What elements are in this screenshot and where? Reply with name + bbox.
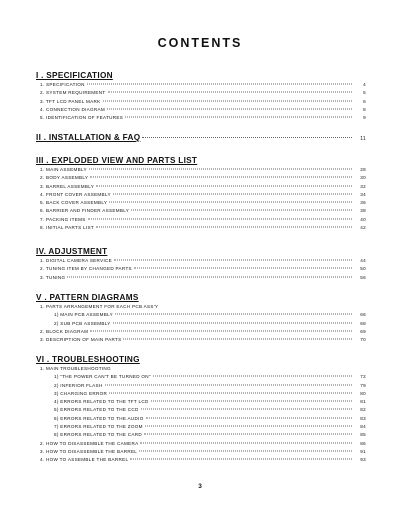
page-ref: 83 <box>360 415 366 421</box>
toc-entry-text: 8) ERRORS RELATED TO THE CARD <box>54 432 142 438</box>
dot-leader <box>89 169 352 170</box>
toc-entry <box>36 166 366 174</box>
dot-leader <box>105 384 353 385</box>
toc-entry <box>36 81 366 89</box>
section-heading: I . SPECIFICATION <box>36 71 113 80</box>
section-heading-row <box>36 132 366 143</box>
page-ref: 38 <box>360 208 366 214</box>
page-ref: 81 <box>360 399 366 405</box>
page-ref: 91 <box>360 448 366 454</box>
dot-leader <box>130 459 352 460</box>
toc-entry-text: 5. IDENTIFICATION OF FEATURES <box>40 115 124 121</box>
page-ref: 28 <box>360 167 366 172</box>
page-ref: 56 <box>360 274 366 280</box>
toc-entry <box>36 415 366 423</box>
page-ref: 86 <box>360 440 366 446</box>
toc-entry-text: 4. CONNECTION DIAGRAM <box>40 106 106 112</box>
page-ref: 30 <box>360 175 366 181</box>
dot-leader <box>96 185 352 186</box>
toc-entry-text: 1) "THE POWER CAN'T BE TURNED ON" <box>54 374 151 380</box>
dot-leader <box>96 227 352 228</box>
dot-leader <box>114 260 352 261</box>
dot-leader <box>115 314 352 315</box>
dot-leader <box>107 108 352 109</box>
section-installation <box>36 132 366 143</box>
section-adjustment <box>36 246 366 282</box>
toc-entry-text: 3. HOW TO DISASSEMBLE THE BARREL <box>40 448 138 454</box>
section-items <box>36 303 366 344</box>
section-items <box>36 257 366 282</box>
toc-entry-text: 7) ERRORS RELATED TO THE ZOOM <box>54 424 143 430</box>
dot-leader <box>141 409 352 410</box>
toc-entry-text: 5. BACK COVER ASSEMBLY <box>40 200 108 206</box>
toc-entry <box>36 382 366 390</box>
toc-entry <box>36 191 366 199</box>
page-ref: 82 <box>360 407 366 413</box>
toc-entry <box>36 398 366 406</box>
dot-leader <box>123 339 352 340</box>
page-ref: 85 <box>360 432 366 438</box>
page-ref: 32 <box>360 183 366 189</box>
toc-entry <box>36 328 366 336</box>
toc-entry <box>36 448 366 456</box>
section-heading: II . INSTALLATION & FAQ <box>36 133 141 142</box>
page-ref: 36 <box>360 200 366 206</box>
toc-entry-text: 1) MAIN PCB ASSEMBLY <box>54 312 114 318</box>
dot-leader <box>125 117 352 118</box>
dot-leader <box>88 218 352 219</box>
page-ref: 42 <box>360 225 366 231</box>
toc-entry-text: 7. PACKING ITEMS <box>40 216 86 222</box>
dot-leader <box>103 100 352 101</box>
dot-leader <box>153 376 352 377</box>
section-items <box>36 166 366 232</box>
toc-entry-text: 4) ERRORS RELATED TO THE TFT LCD <box>54 399 149 405</box>
page-ref: 8 <box>363 106 366 112</box>
section-items <box>36 365 366 465</box>
dot-leader <box>108 92 352 93</box>
toc-entry-text: 3. DESCRIPTION OF MAIN PARTS <box>40 337 122 343</box>
dot-leader <box>144 434 352 435</box>
toc-entry-text: 2. HOW TO DISASSEMBLE THE CAMERA <box>40 440 139 446</box>
toc-entry <box>36 373 366 381</box>
page-ref: 5 <box>363 90 366 96</box>
section-heading: IV. ADJUSTMENT <box>36 247 108 256</box>
dot-leader <box>109 202 352 203</box>
toc-entry <box>36 336 366 344</box>
toc-entry-text: 1. PARTS ARRANGEMENT FOR EACH PCB ASS'Y <box>40 304 159 309</box>
page-ref: 84 <box>360 424 366 430</box>
page-ref: 70 <box>360 337 366 343</box>
toc-entry-text: 2. BODY ASSEMBLY <box>40 175 89 181</box>
section-heading: III . EXPLODED VIEW AND PARTS LIST <box>36 156 198 165</box>
dot-leader <box>145 426 352 427</box>
toc-entry-text: 3. TFT LCD PANEL MARK <box>40 98 101 104</box>
toc-entry <box>36 98 366 106</box>
toc-entry-text: 2. BLOCK DIAGRAM <box>40 328 89 334</box>
toc-entry <box>36 183 366 191</box>
toc-entry-text: 4. HOW TO ASSEMBLE THE BARREL <box>40 457 129 463</box>
page-number: 3 <box>198 483 202 490</box>
dot-leader <box>90 330 352 331</box>
toc-entry-text: 4. FRONT COVER ASSEMBLY <box>40 191 111 197</box>
toc-entry-text: 6. BARRIER AND FINDER ASSEMBLY <box>40 208 130 214</box>
page-ref: 4 <box>363 82 366 87</box>
toc-entry-text: 1. SPECIFICATION <box>40 82 85 87</box>
toc-entry <box>36 320 366 328</box>
dot-leader <box>87 84 352 85</box>
page-ref: 40 <box>360 216 366 222</box>
toc-entry <box>36 174 366 182</box>
dot-leader <box>134 268 352 269</box>
toc-entry <box>36 265 366 273</box>
toc-entry <box>36 365 366 373</box>
section-pattern-diagrams <box>36 292 366 344</box>
toc-entry-text: 8. INITIAL PARTS LIST <box>40 225 94 231</box>
toc-entry-text: 6) ERRORS RELATED TO THE AUDIO <box>54 415 144 421</box>
toc-entry <box>36 456 366 464</box>
toc-entry-text: 1. MAIN ASSEMBLY <box>40 167 87 172</box>
section-exploded-view <box>36 155 366 232</box>
page-ref: 72 <box>360 374 366 380</box>
dot-leader <box>113 193 352 194</box>
page-title: CONTENTS <box>157 36 243 50</box>
section-items <box>36 81 366 122</box>
page-ref: 6 <box>363 98 366 104</box>
section-heading: V . PATTERN DIAGRAMS <box>36 293 139 302</box>
toc-entry-text: 2) INFERIOR FLASH <box>54 382 103 388</box>
page-ref: 44 <box>360 258 366 263</box>
toc-entry <box>36 390 366 398</box>
dot-leader <box>146 417 352 418</box>
section-specification <box>36 70 366 122</box>
toc-entry-text: 5) ERRORS RELATED TO THE CCD <box>54 407 139 413</box>
toc-entry <box>36 274 366 282</box>
page-ref: 11 <box>360 136 366 142</box>
toc-entry <box>36 89 366 97</box>
page-ref: 50 <box>360 266 366 272</box>
dot-leader <box>90 177 352 178</box>
page-ref: 9 <box>363 115 366 121</box>
toc-entry <box>36 406 366 414</box>
toc-entry-text: 3) CHARGING ERROR <box>54 390 108 396</box>
toc-entry-text: 1. MAIN TROUBLESHOOTING <box>40 366 111 371</box>
section-heading: VI . TROUBLESHOOTING <box>36 355 140 364</box>
toc-entry-text: 2) SUB PCB ASSEMBLY <box>54 320 111 326</box>
page-ref: 68 <box>360 320 366 326</box>
page-ref: 69 <box>360 328 366 334</box>
dot-leader <box>113 322 352 323</box>
section-troubleshooting <box>36 354 366 465</box>
dot-leader <box>109 392 352 393</box>
toc-entry-text: 3. TUNING <box>40 274 66 280</box>
toc-entry <box>36 423 366 431</box>
toc-entry-text: 3. BARREL ASSEMBLY <box>40 183 95 189</box>
dot-leader <box>140 442 352 443</box>
toc-entry <box>36 114 366 122</box>
toc-entry <box>36 216 366 224</box>
page-ref: 34 <box>360 191 366 197</box>
toc-entry-text: 1. DIGITAL CAMERA SERVICE <box>40 258 112 263</box>
toc-entry <box>36 303 366 311</box>
dot-leader <box>67 276 352 277</box>
dot-leader <box>139 450 352 451</box>
toc-entry <box>36 207 366 215</box>
toc-entry <box>36 224 366 232</box>
toc-entry <box>36 440 366 448</box>
toc-entry <box>36 431 366 439</box>
toc-entry <box>36 311 366 319</box>
toc-entry-text: 2. SYSTEM REQUIREMENT <box>40 90 106 96</box>
dot-leader <box>142 137 352 138</box>
dot-leader <box>151 401 352 402</box>
page-ref: 93 <box>360 457 366 463</box>
page-ref: 79 <box>360 382 366 388</box>
toc-entry <box>36 257 366 265</box>
page-ref: 66 <box>360 312 366 318</box>
page-ref: 80 <box>360 390 366 396</box>
dot-leader <box>131 210 352 211</box>
toc-entry <box>36 199 366 207</box>
toc-entry <box>36 106 366 114</box>
toc-entry-text: 2. TUNING ITEM BY CHANGED PARTS <box>40 266 132 272</box>
